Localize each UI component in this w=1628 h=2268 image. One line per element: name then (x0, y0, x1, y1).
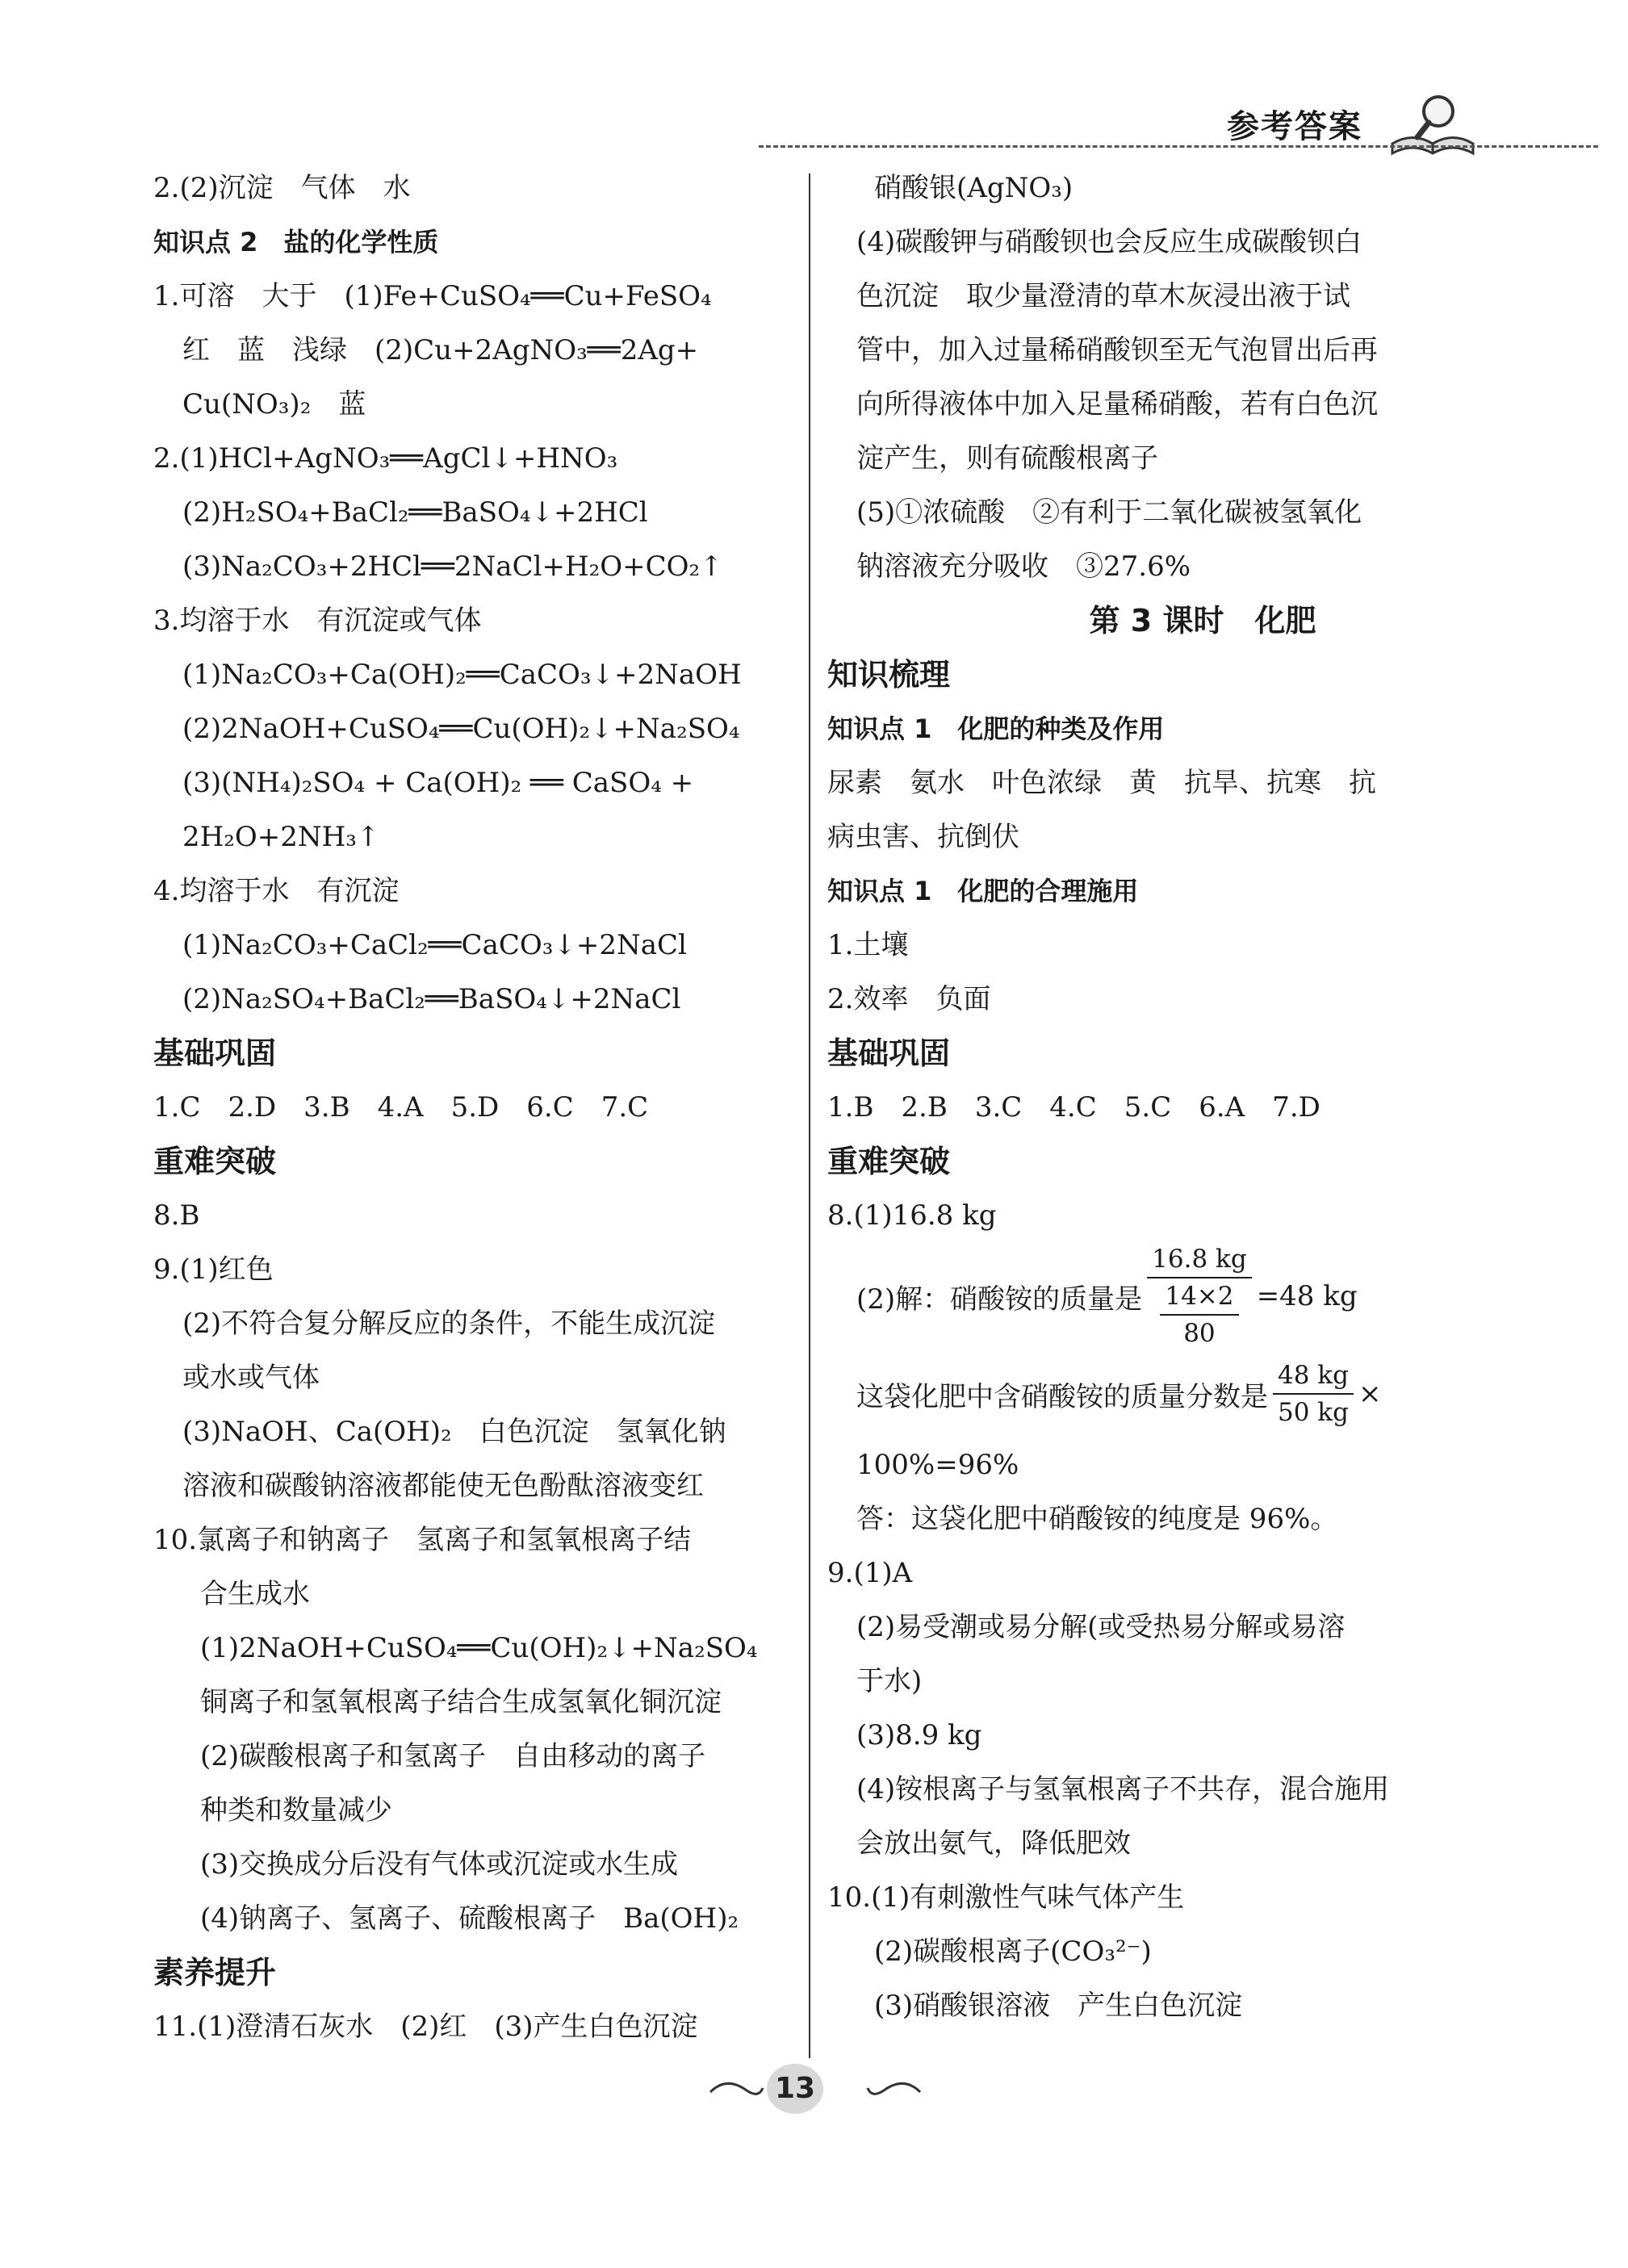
answer-line: 2H₂O+2NH₃↑ (182, 821, 380, 853)
fraction-denominator: 50 kg (1278, 1398, 1349, 1427)
right-column-top (827, 161, 1578, 1243)
answer-line: (2)不符合复分解反应的条件，不能生成沉淀 (182, 1308, 716, 1340)
answer-line: 3.均溶于水 有沉淀或气体 (153, 605, 482, 637)
answer-line: (3)Na₂CO₃+2HCl══2NaCl+H₂O+CO₂↑ (182, 550, 723, 583)
answer-line: 1.土壤 (827, 929, 909, 961)
header-divider (759, 145, 1598, 148)
answer-line: (2)易受潮或易分解(或受热易分解或易溶 (856, 1611, 1346, 1643)
answer-line: 11.(1)澄清石灰水 (2)红 (3)产生白色沉淀 (153, 2011, 698, 2043)
section-heading: 素养提升 (153, 1955, 277, 1990)
answer-line: 种类和数量减少 (200, 1794, 392, 1827)
q8-part3-prefix: 这袋化肥中含硝酸铵的质量分数是 (856, 1380, 1268, 1413)
answer-line: Cu(NO₃)₂ 蓝 (182, 388, 366, 421)
answer-line: 病虫害、抗倒伏 (827, 821, 1019, 853)
answer-line: 1.C 2.D 3.B 4.A 5.D 6.C 7.C (153, 1091, 649, 1124)
answer-line: 色沉淀 取少量澄清的草木灰浸出液于试 (856, 280, 1350, 312)
answer-line: 淀产生，则有硫酸根离子 (856, 442, 1158, 475)
section-heading: 第 3 课时 化肥 (1089, 603, 1316, 638)
answer-line: 1.B 2.B 3.C 4.C 5.C 6.A 7.D (827, 1091, 1320, 1124)
section-heading: 知识梳理 (827, 657, 951, 693)
answer-line: 2.(1)HCl+AgNO₃══AgCl↓+HNO₃ (153, 442, 618, 475)
column-divider (809, 174, 810, 2058)
answer-line: 钠溶液充分吸收 ③27.6% (856, 550, 1191, 583)
page-header-title: 参考答案 (1227, 108, 1362, 145)
answer-line: (2)碳酸根离子(CO₃²⁻) (874, 1935, 1152, 1968)
answer-line: (3)(NH₄)₂SO₄ + Ca(OH)₂ ══ CaSO₄ + (182, 767, 694, 799)
q8-part2-suffix: =48 kg (1256, 1280, 1358, 1312)
answer-line: (2)Na₂SO₄+BaCl₂══BaSO₄↓+2NaCl (182, 983, 681, 1015)
left-column (153, 161, 791, 2054)
answer-line: 8.(1)16.8 kg (827, 1199, 997, 1232)
answer-line: (4)铵根离子与氢氧根离子不共存，混合施用 (856, 1773, 1390, 1806)
fraction-numerator: 16.8 kg (1147, 1241, 1252, 1278)
answer-line: 或水或气体 (182, 1362, 320, 1394)
answer-line: 溶液和碳酸钠溶液都能使无色酚酞溶液变红 (182, 1470, 704, 1502)
q8-part3-suffix: × (1358, 1378, 1382, 1410)
answer-line: (2)H₂SO₄+BaCl₂══BaSO₄↓+2HCl (182, 496, 648, 529)
answer-line: 8.B (153, 1199, 200, 1232)
answer-line: 铜离子和氢氧根离子结合生成氢氧化铜沉淀 (200, 1686, 722, 1718)
answer-line: (4)碳酸钾与硝酸钡也会反应生成碳酸钡白 (856, 226, 1362, 258)
answer-line: (3)硝酸银溶液 产生白色沉淀 (874, 1990, 1243, 2022)
answer-line: (3)交换成分后没有气体或沉淀或水生成 (200, 1848, 679, 1881)
q8-part3-equation (827, 1350, 1578, 1438)
q8-part2-fraction (1147, 1241, 1252, 1351)
answer-line: 管中，加入过量稀硝酸钡至无气泡冒出后再 (856, 334, 1378, 366)
q8-part3-fraction (1273, 1358, 1354, 1430)
right-column (827, 161, 1578, 2033)
right-column-bottom (827, 1438, 1578, 2033)
q8-part2-equation (827, 1243, 1578, 1350)
answer-line: 4.均溶于水 有沉淀 (153, 875, 400, 907)
knowledge-point-heading: 知识点 2 盐的化学性质 (153, 227, 439, 257)
answer-line: 于水) (856, 1665, 923, 1697)
section-heading: 重难突破 (827, 1144, 951, 1179)
answer-line: (4)钠离子、氢离子、硫酸根离子 Ba(OH)₂ (200, 1902, 739, 1935)
fraction-denominator-top: 14×2 (1160, 1278, 1238, 1316)
answer-line: 9.(1)红色 (153, 1253, 274, 1286)
answer-line: (5)①浓硫酸 ②有利于二氧化碳被氢氧化 (856, 496, 1362, 529)
answer-line: 100%=96% (856, 1449, 1019, 1481)
answer-line: (1)Na₂CO₃+CaCl₂══CaCO₃↓+2NaCl (182, 929, 687, 961)
answer-line: 9.(1)A (827, 1557, 913, 1589)
answer-line: (3)8.9 kg (856, 1719, 982, 1751)
book-with-magnifier-icon (1388, 87, 1477, 160)
answer-line: (2)碳酸根离子和氢离子 自由移动的离子 (200, 1740, 706, 1772)
answer-line: 合生成水 (200, 1578, 310, 1610)
answer-line: 尿素 氨水 叶色浓绿 黄 抗旱、抗寒 抗 (827, 767, 1376, 799)
answer-line: 硝酸银(AgNO₃) (874, 172, 1073, 204)
fraction-numerator: 48 kg (1273, 1358, 1354, 1395)
fraction-denominator-bottom: 80 (1183, 1319, 1216, 1348)
answer-line: (1)Na₂CO₃+Ca(OH)₂══CaCO₃↓+2NaOH (182, 659, 742, 691)
answer-line: (3)NaOH、Ca(OH)₂ 白色沉淀 氢氧化钠 (182, 1416, 726, 1448)
knowledge-point-heading: 知识点 1 化肥的合理施用 (827, 876, 1139, 906)
answer-line: 答：这袋化肥中硝酸铵的纯度是 96%。 (856, 1503, 1338, 1535)
answer-line: (2)2NaOH+CuSO₄══Cu(OH)₂↓+Na₂SO₄ (182, 713, 740, 745)
answer-line: (1)2NaOH+CuSO₄══Cu(OH)₂↓+Na₂SO₄ (200, 1632, 758, 1664)
knowledge-point-heading: 知识点 1 化肥的种类及作用 (827, 713, 1165, 744)
section-heading: 基础巩固 (827, 1036, 951, 1071)
answer-line: 2.效率 负面 (827, 983, 991, 1015)
answer-line: 10.氯离子和钠离子 氢离子和氢氧根离子结 (153, 1524, 692, 1556)
answer-line: 1.可溶 大于 (1)Fe+CuSO₄══Cu+FeSO₄ (153, 280, 712, 312)
section-heading: 重难突破 (153, 1144, 277, 1179)
page-number: 13 (767, 2064, 823, 2114)
answer-line: 向所得液体中加入足量稀硝酸，若有白色沉 (856, 388, 1378, 421)
answer-line: 2.(2)沉淀 气体 水 (153, 172, 411, 204)
answer-line: 红 蓝 浅绿 (2)Cu+2AgNO₃══2Ag+ (182, 334, 699, 366)
section-heading: 基础巩固 (153, 1036, 277, 1071)
answer-line: 10.(1)有刺激性气味气体产生 (827, 1881, 1185, 1914)
q8-part2-prefix: (2)解：硝酸铵的质量是 (856, 1283, 1143, 1316)
answer-line: 会放出氨气，降低肥效 (856, 1827, 1131, 1860)
